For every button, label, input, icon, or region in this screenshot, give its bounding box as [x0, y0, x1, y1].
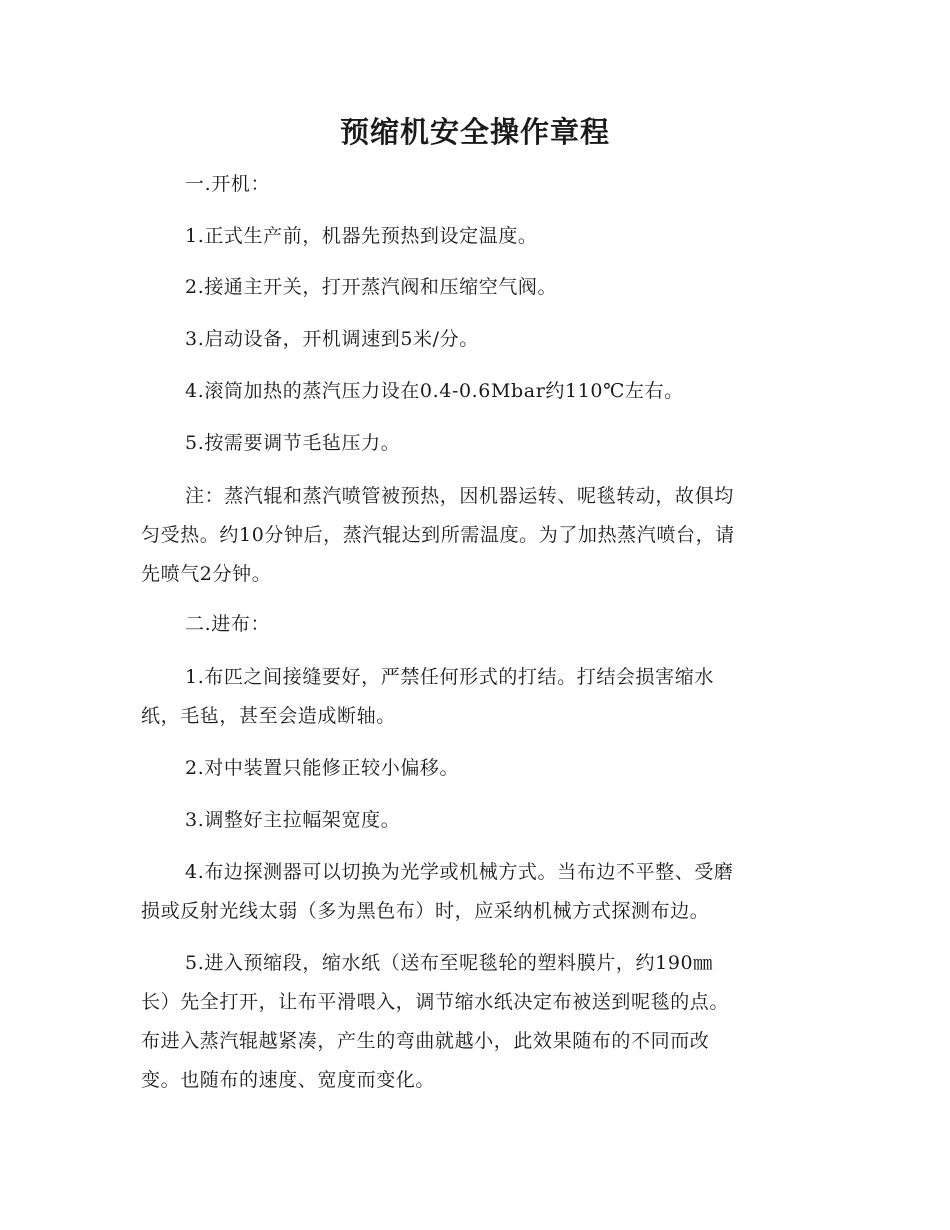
feeding-item-5-line: 变。也随布的速度、宽度而变化。: [141, 1069, 436, 1091]
feeding-item-4-line: 损或反射光线太弱（多为黑色布）时，应采纳机械方式探测布边。: [141, 900, 710, 922]
feeding-item-1-line: 1.布匹之间接缝要好，严禁任何形式的打结。打结会损害缩水: [185, 666, 714, 688]
feeding-item-4-line: 4.布边探测器可以切换为光学或机械方式。当布边不平整、受磨: [185, 861, 734, 883]
feeding-item-5-line: 长）先全打开，让布平滑喂入，调节缩水纸决定布被送到呢毯的点。: [141, 991, 730, 1013]
startup-item-4: 4.滚筒加热的蒸汽压力设在0.4-0.6Mbar约110℃左右。: [185, 380, 684, 402]
feeding-item-3: 3.调整好主拉幅架宽度。: [185, 809, 401, 831]
section-heading-startup: 一.开机：: [185, 173, 271, 195]
feeding-item-1-line: 纸，毛毡，甚至会造成断轴。: [141, 705, 396, 727]
startup-item-1: 1.正式生产前，机器先预热到设定温度。: [185, 225, 538, 247]
section-heading-feeding: 二.进布：: [185, 613, 271, 635]
startup-item-5: 5.按需要调节毛毡压力。: [185, 432, 401, 454]
feeding-item-5: [141, 944, 811, 1100]
startup-note-line: 先喷气2分钟。: [141, 563, 272, 585]
startup-item-3: 3.启动设备，开机调速到5米/分。: [185, 328, 479, 350]
feeding-item-5-line: 5.进入预缩段，缩水纸（送布至呢毯轮的塑料膜片，约190㎜: [185, 952, 713, 974]
feeding-item-2: 2.对中装置只能修正较小偏移。: [185, 757, 460, 779]
startup-item-2: 2.接通主开关，打开蒸汽阀和压缩空气阀。: [185, 276, 558, 298]
startup-note-line: 注：蒸汽辊和蒸汽喷管被预热，因机器运转、呢毯转动，故俱均: [185, 485, 734, 507]
startup-note: [141, 477, 811, 594]
startup-note-line: 匀受热。约10分钟后，蒸汽辊达到所需温度。为了加热蒸汽喷台，请: [141, 524, 735, 546]
feeding-item-4: [141, 853, 811, 931]
document-title: 预缩机安全操作章程: [339, 115, 610, 149]
feeding-item-1: [141, 658, 811, 736]
feeding-item-5-line: 布进入蒸汽辊越紧凑，产生的弯曲就越小，此效果随布的不同而改: [141, 1030, 710, 1052]
